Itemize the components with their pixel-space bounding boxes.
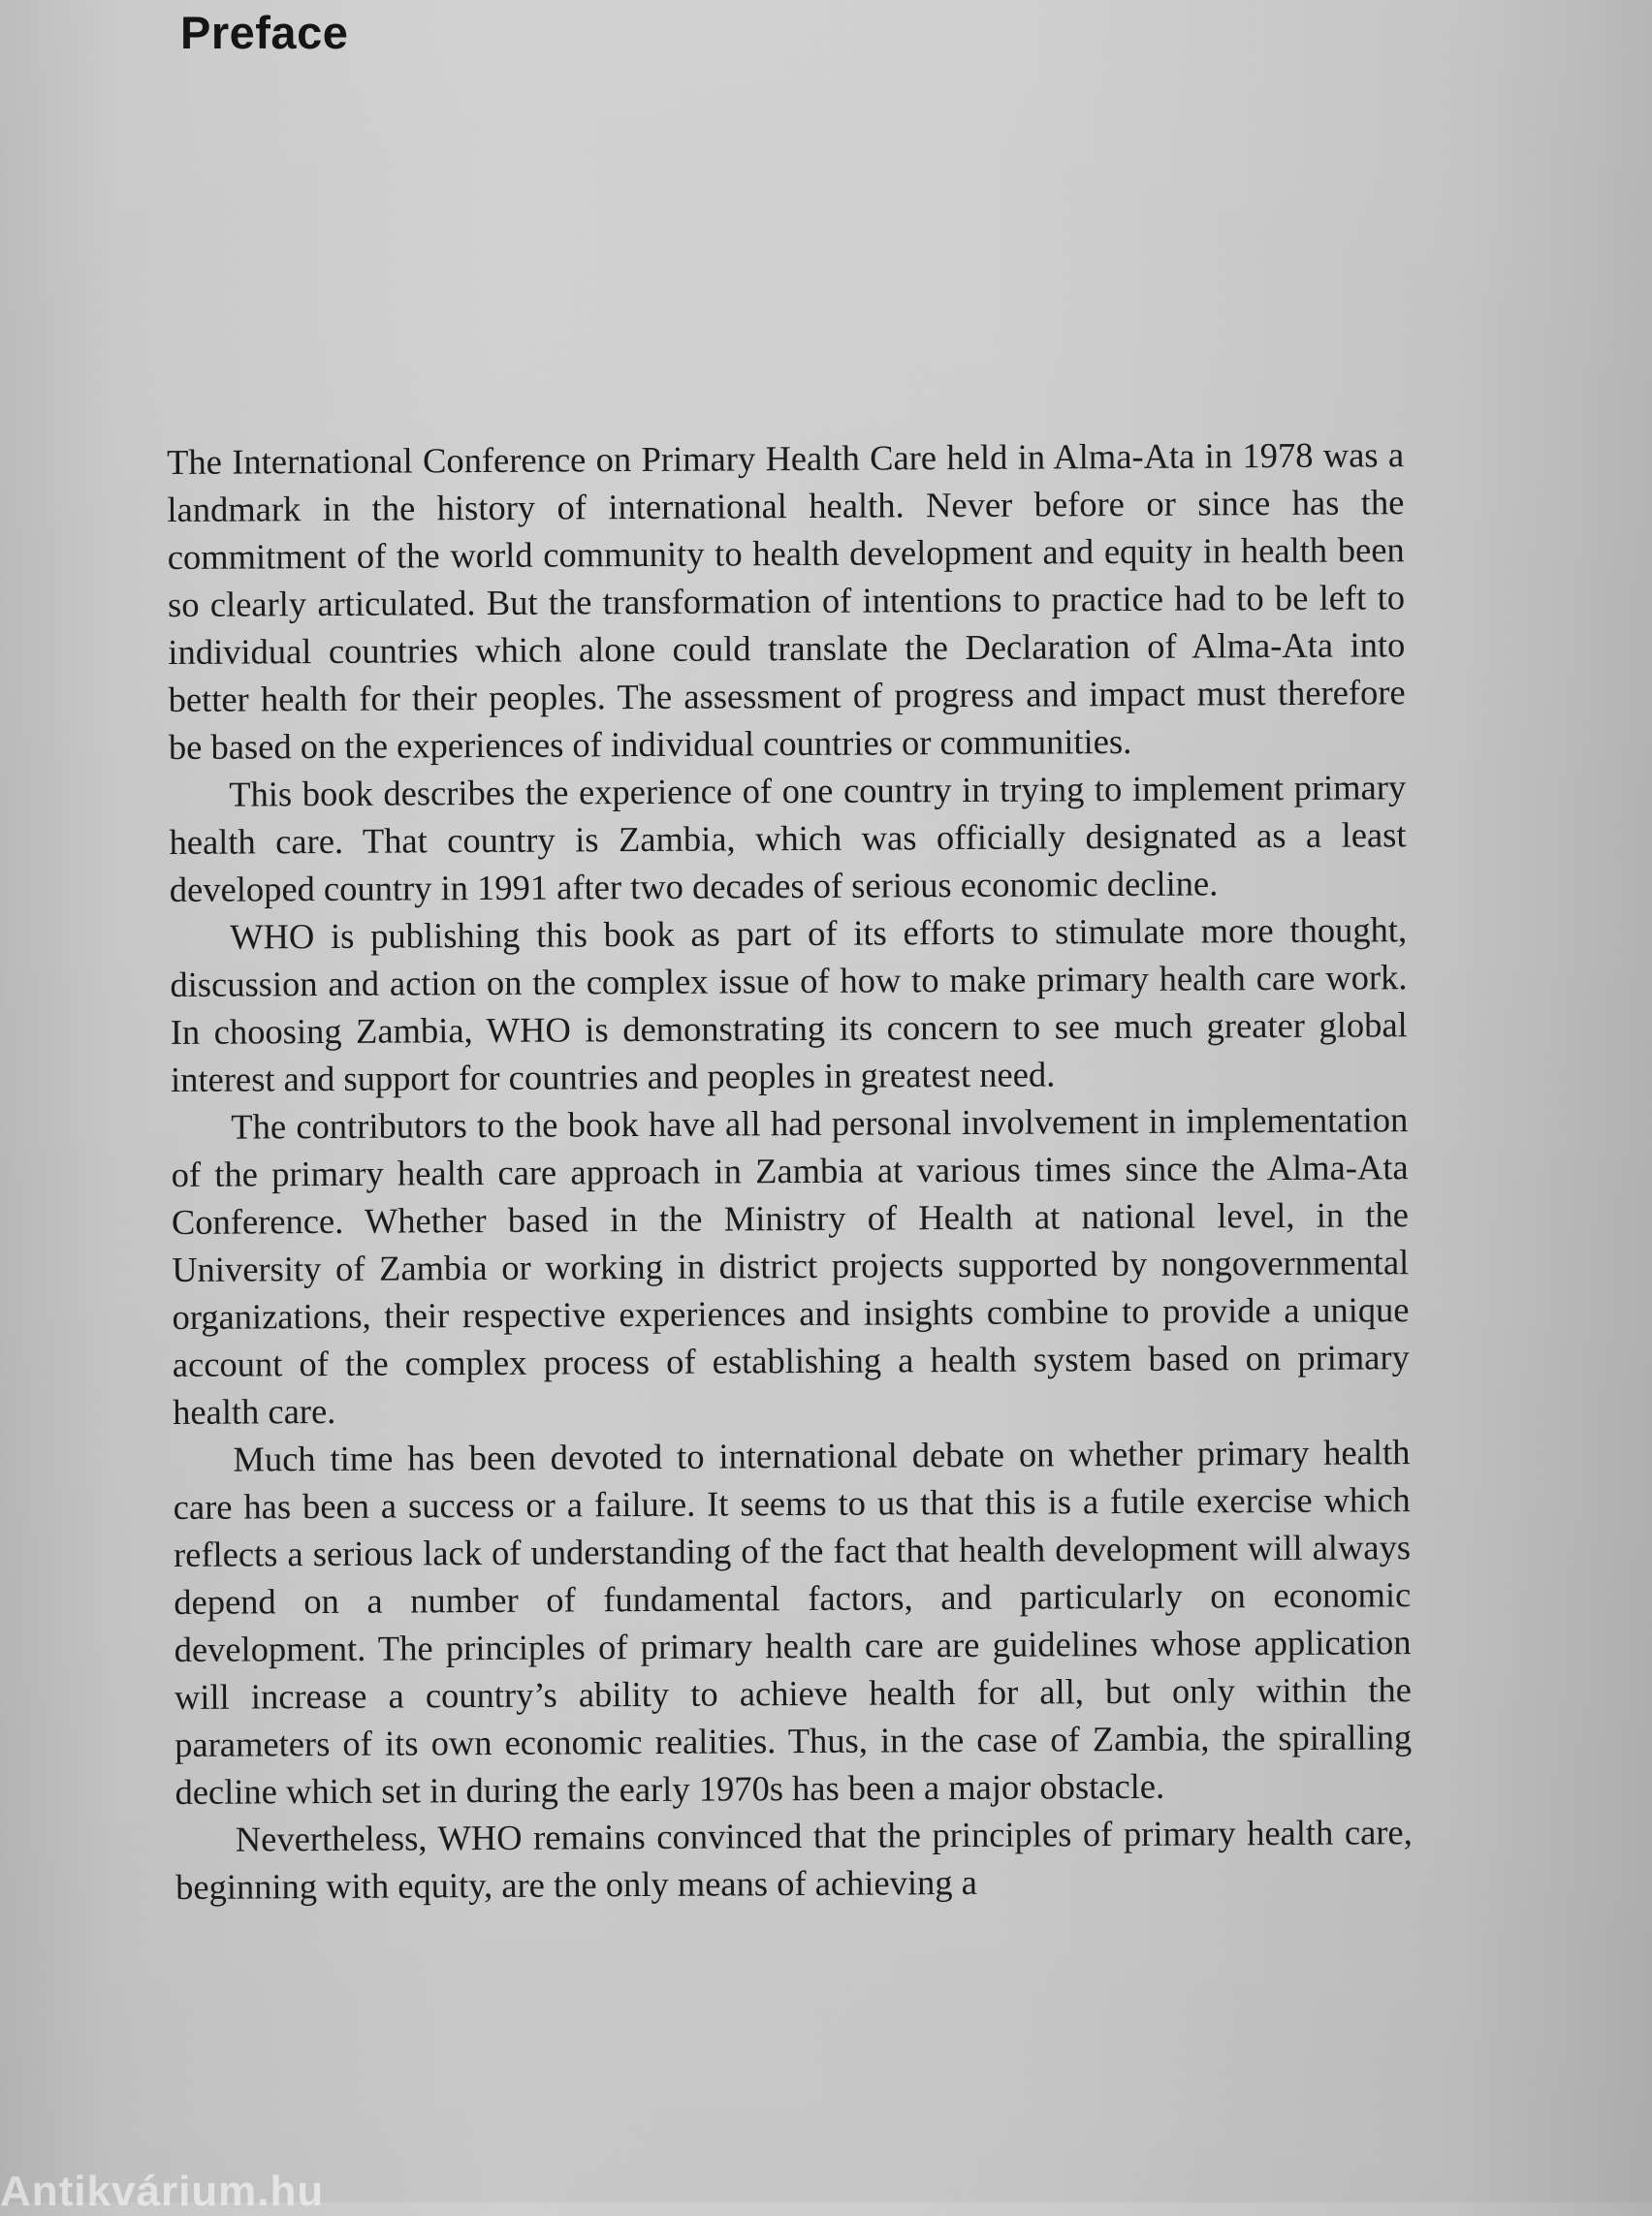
paragraph: WHO is publishing this book as part of its efforts to stimulate more thought, discussion and action on the complex issue of how to make primary health care work. In choosing Zambia, WHO is demonstrating its concern to see much greater global interest and support for countries and peoples in greatest need. [170,909,1408,1099]
paragraph: This book describes the experience of one country in trying to implement primary health care. That country is Zambia, which was officially designated as a least developed country in 1991 after two decades of serious economic decline. [169,767,1407,909]
page-title: Preface [180,7,349,58]
preface-body [167,430,1413,1911]
paragraph: The contributors to the book have all had personal involvement in implementation of the primary health care approach in Zambia at various times since the Alma-Ata Conference. Whether based in the Ministry of Health at national level, in the University of Zambia or working in district projects supported by nongovernmental organizations, their respective experiences and insights combine to provide a unique account of the complex process of establishing a health system based on primary health care. [171,1099,1410,1432]
paragraph: Much time has been devoted to international debate on whether primary health care has been a success or a failure. It seems to us that this is a futile exercise which reflects a serious lack of understanding of the fact that health development will always depend on a number of fundamental factors, and particularly on economic development. The principles of primary health care are guidelines whose application will increase a country’s ability to achieve health for all, but only within the parameters of its own economic realities. Thus, in the case of Zambia, the spiralling decline which set in during the early 1970s has been a major obstacle. [173,1432,1413,1812]
watermark: Antikvárium.hu [0,2168,325,2215]
paragraph: Nevertheless, WHO remains convinced that the principles of primary health care, beginning with equity, are the only means of achieving a [175,1812,1413,1907]
paragraph: The International Conference on Primary Health Care held in Alma-Ata in 1978 was a landmark in the history of international health. Never before or since has the commitment of the world community to health development and equity in health been so clearly articulated. But the transformation of intentions to practice had to be left to individual countries which alone could translate the Declaration of Alma-Ata into better health for their peoples. The assessment of progress and impact must therefore be based on the experiences of individual countries or communities. [167,434,1406,767]
bleed-through-text [173,60,1396,107]
